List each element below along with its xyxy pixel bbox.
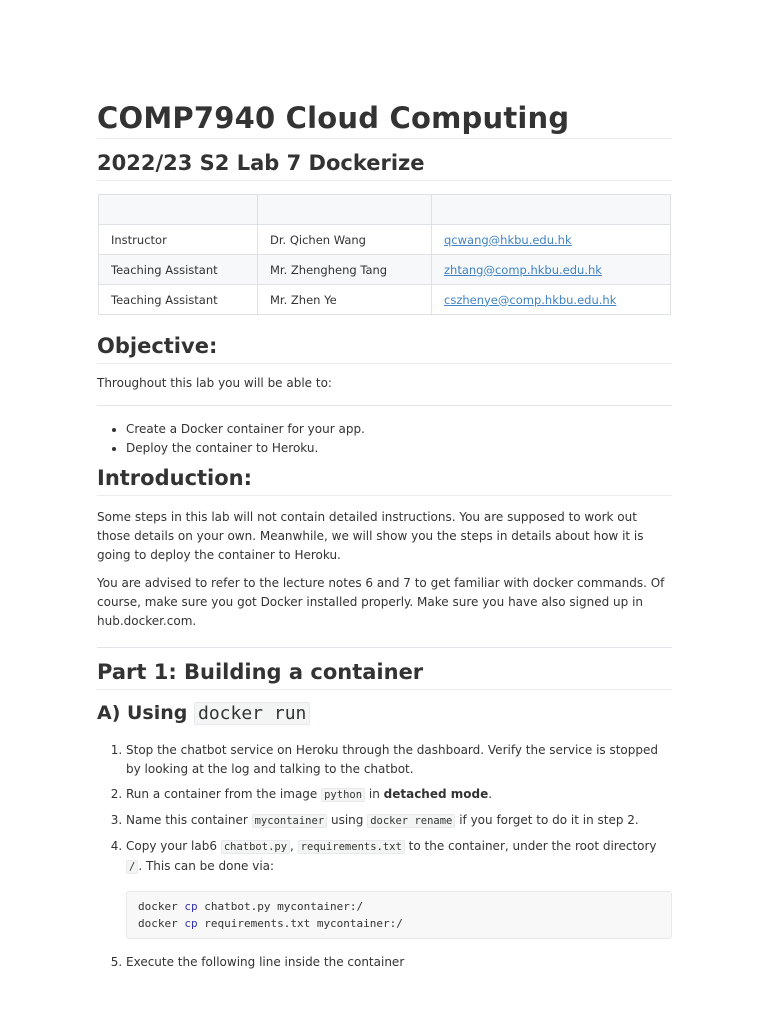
step-text: in <box>365 787 384 801</box>
introduction-paragraph-1: Some steps in this lab will not contain detailed instructions. You are supposed to work out those details on your own. Meanwhile, we will show you the steps in details about how it is going to deploy the container to Heroku. <box>97 510 644 562</box>
step-text: , <box>290 839 298 853</box>
staff-table-header-row <box>99 195 671 225</box>
table-row <box>99 255 671 285</box>
staff-role: Teaching Assistant <box>99 255 258 285</box>
code-keyword: cp <box>184 917 198 930</box>
step-text: Copy your lab6 <box>126 839 221 853</box>
document-title: COMP7940 Cloud Computing <box>97 100 672 139</box>
bold-text: detached mode <box>383 787 489 801</box>
inline-code: python <box>321 788 365 802</box>
objective-intro: Throughout this lab you will be able to: <box>97 376 332 390</box>
step-item <box>126 811 672 831</box>
code-text: docker <box>138 900 185 913</box>
code-text: requirements.txt mycontainer:/ <box>197 917 403 930</box>
introduction-paragraph-2: You are advised to refer to the lecture notes 6 and 7 to get familiar with docker commands. Of course, make sure you got Docker installed properly. Make sure you have also signed up in hub.docker.com. <box>97 576 665 628</box>
step-text: to the container, under the root directory <box>404 839 657 853</box>
divider <box>97 405 672 406</box>
staff-email-link[interactable]: zhtang@comp.hkbu.edu.hk <box>444 262 602 277</box>
part1-heading: Part 1: Building a container <box>97 658 672 690</box>
staff-name: Dr. Qichen Wang <box>258 225 432 255</box>
staff-name: Mr. Zhen Ye <box>258 285 432 315</box>
table-header-cell <box>99 195 258 225</box>
step-item: 5. Execute the following line inside the container <box>126 953 672 972</box>
step-item <box>126 785 672 805</box>
table-header-cell <box>432 195 671 225</box>
document-content <box>97 100 672 978</box>
inline-code: mycontainer <box>252 814 328 828</box>
staff-role: Teaching Assistant <box>99 285 258 315</box>
step-text: Name this container <box>126 813 252 827</box>
objective-list <box>97 420 672 458</box>
objective-heading: Objective: <box>97 332 672 364</box>
inline-code: chatbot.py <box>221 840 290 854</box>
table-header-cell <box>258 195 432 225</box>
divider <box>97 647 672 648</box>
step-item: 1. Stop the chatbot service on Heroku through the dashboard. Verify the service is stopped by looking at the log and talking to the chatbot. <box>126 741 672 779</box>
code-block <box>126 891 672 939</box>
step-text: . This can be done via: <box>138 859 275 873</box>
list-item: • Deploy the container to Heroku. <box>126 439 672 458</box>
introduction-heading: Introduction: <box>97 464 672 496</box>
inline-code: docker rename <box>367 814 455 828</box>
table-row <box>99 225 671 255</box>
step-text: Run a container from the image <box>126 787 322 801</box>
list-item: • Create a Docker container for your app. <box>126 420 672 439</box>
step-item <box>126 837 672 939</box>
step-text: . <box>488 787 493 801</box>
staff-name: Mr. Zhengheng Tang <box>258 255 432 285</box>
subheading-text: A) Using <box>97 702 194 724</box>
inline-code: requirements.txt <box>298 840 405 854</box>
inline-code: / <box>126 860 138 874</box>
steps-list <box>97 741 672 972</box>
document-subtitle: 2022/23 S2 Lab 7 Dockerize <box>97 149 672 181</box>
part1-subheading <box>97 700 672 727</box>
staff-role: Instructor <box>99 225 258 255</box>
code-text: docker <box>138 917 185 930</box>
step-text: using <box>327 813 368 827</box>
staff-email-link[interactable]: cszhenye@comp.hkbu.edu.hk <box>444 292 617 307</box>
inline-code: docker run <box>194 702 310 725</box>
code-text: chatbot.py mycontainer:/ <box>197 900 364 913</box>
staff-email-link[interactable]: qcwang@hkbu.edu.hk <box>444 232 572 247</box>
table-row <box>99 285 671 315</box>
code-keyword: cp <box>184 900 198 913</box>
staff-table <box>98 194 671 315</box>
step-text: if you forget to do it in step 2. <box>455 813 639 827</box>
